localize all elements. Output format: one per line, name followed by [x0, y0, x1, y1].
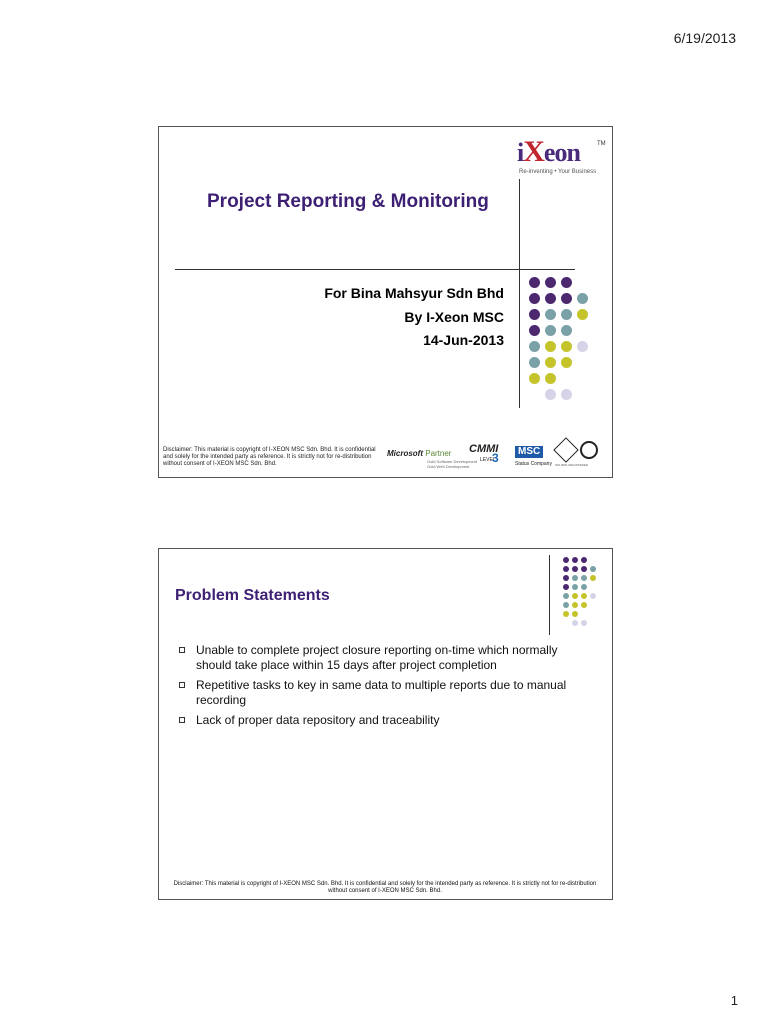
list-item: Unable to complete project closure reporting on-time which normally should take place within 15 days after project completion [179, 643, 589, 673]
iso-seal-icon [580, 441, 598, 459]
cmmi-level-label: LEVEL [480, 457, 496, 463]
decorative-dot [561, 357, 572, 368]
decorative-dot [563, 611, 569, 617]
decorative-dot [572, 602, 578, 608]
decorative-dot [590, 566, 596, 572]
decorative-dot [572, 611, 578, 617]
decorative-dot [529, 293, 540, 304]
msc-status-label: Status Company [515, 461, 552, 467]
cmmi-logo: CMMI [469, 443, 499, 455]
decorative-dot [563, 575, 569, 581]
decorative-dot [572, 593, 578, 599]
decorative-dot [581, 575, 587, 581]
problem-statements-slide [158, 548, 613, 900]
partner-logos [387, 437, 609, 473]
ixeon-logo [517, 135, 607, 179]
decorative-dot [581, 584, 587, 590]
decorative-dot [545, 357, 556, 368]
problem-list [179, 643, 589, 733]
author-line: By I-Xeon MSC [404, 309, 504, 325]
certification-label: ISO 9001 REGISTERED [555, 463, 589, 467]
page-date: 6/19/2013 [673, 30, 736, 46]
decorative-dot [561, 341, 572, 352]
cmmi-level-number: 3 [492, 451, 499, 465]
decorative-dot [577, 341, 588, 352]
decorative-dot [561, 277, 572, 288]
decorative-dot [561, 293, 572, 304]
decorative-dot [572, 557, 578, 563]
decorative-dot [561, 309, 572, 320]
decorative-dot [561, 389, 572, 400]
decorative-dot [545, 325, 556, 336]
logo-rest: eon [543, 138, 580, 167]
decorative-dot [529, 357, 540, 368]
decorative-dot [545, 373, 556, 384]
decorative-dot [545, 389, 556, 400]
slide-title: Project Reporting & Monitoring [207, 191, 489, 212]
slide-title: Problem Statements [175, 587, 330, 604]
disclaimer: Disclaimer: This material is copyright of I-XEON MSC Sdn. Bhd. It is confidential and solely for the intended party as reference. It is strictly not for re-distribution without consent of I-XEON MSC Sdn. Bhd. [163, 447, 376, 467]
decorative-dot [545, 293, 556, 304]
decorative-dot [581, 593, 587, 599]
decorative-dot [577, 309, 588, 320]
decorative-dot [529, 277, 540, 288]
decorative-dot [563, 584, 569, 590]
vertical-divider [519, 179, 520, 408]
certification-badge-icon [553, 437, 578, 462]
square-bullet-icon [179, 682, 185, 688]
decorative-dot [563, 602, 569, 608]
decorative-dot [590, 575, 596, 581]
decorative-dot [581, 620, 587, 626]
decorative-dot [572, 620, 578, 626]
decorative-dot [563, 593, 569, 599]
logo-trademark: TM [597, 141, 606, 147]
decorative-dot [563, 557, 569, 563]
msc-logo: MSC [515, 446, 543, 458]
disclaimer: Disclaimer: This material is copyright of I-XEON MSC Sdn. Bhd. It is confidential and solely for the intended party as reference. It is strictly not for re-distribution without consent of I-XEON MSC Sdn. Bhd. [173, 881, 597, 894]
client-line: For Bina Mahsyur Sdn Bhd [324, 285, 504, 301]
title-slide [158, 126, 613, 478]
decorative-dot [577, 293, 588, 304]
page-number: 1 [730, 993, 738, 1008]
logo-tagline: Re-inventing • Your Business [519, 169, 597, 175]
decorative-dot [529, 373, 540, 384]
decorative-dot [529, 309, 540, 320]
decorative-dot [545, 277, 556, 288]
decorative-dot [581, 566, 587, 572]
vertical-divider [549, 555, 550, 635]
horizontal-divider [175, 269, 575, 270]
logo-x: X [523, 135, 544, 168]
list-item: Lack of proper data repository and traceability [179, 713, 589, 728]
decorative-dot [590, 593, 596, 599]
date-line: 14-Jun-2013 [423, 332, 504, 348]
decorative-dot [529, 325, 540, 336]
decorative-dot [581, 557, 587, 563]
decorative-dot [529, 341, 540, 352]
decorative-dot [572, 566, 578, 572]
decorative-dot [563, 566, 569, 572]
decorative-dot [572, 584, 578, 590]
list-item: Repetitive tasks to key in same data to multiple reports due to manual recording [179, 678, 589, 708]
decorative-dot [545, 309, 556, 320]
decorative-dot [572, 575, 578, 581]
square-bullet-icon [179, 717, 185, 723]
microsoft-partner-competencies: Gold Software Development Gold Web Development [427, 459, 478, 469]
decorative-dot [581, 602, 587, 608]
decorative-dot [545, 341, 556, 352]
logo-prefix: i [517, 138, 524, 167]
decorative-dot [561, 325, 572, 336]
microsoft-partner-logo: Microsoft Partner [387, 449, 452, 458]
square-bullet-icon [179, 647, 185, 653]
